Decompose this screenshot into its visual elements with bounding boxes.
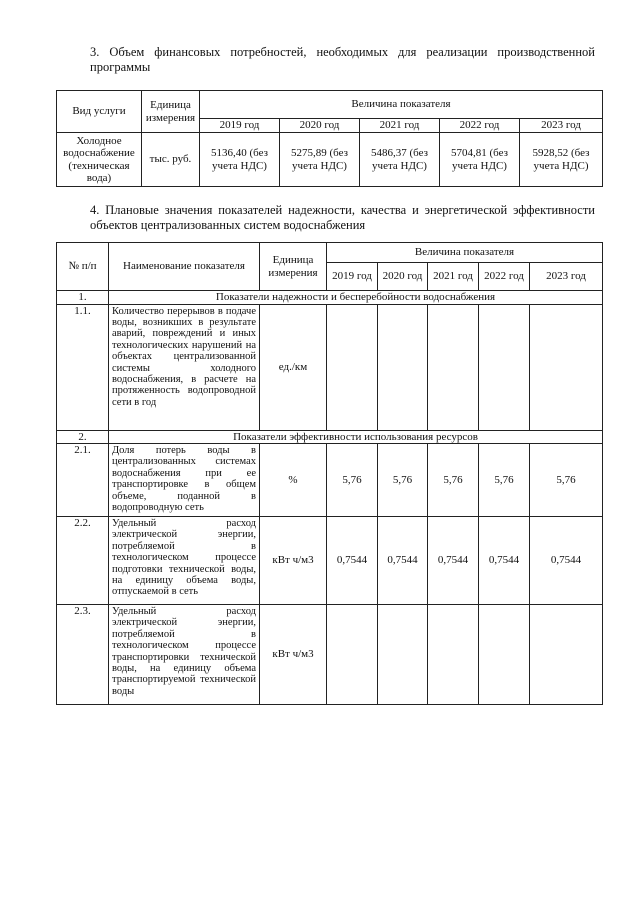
value-cell: 5,76 — [327, 444, 378, 517]
row-num: 2.2. — [57, 517, 109, 605]
indicators-table — [56, 242, 603, 705]
year-header: 2019 год — [327, 263, 378, 291]
value-cell: 5,76 — [378, 444, 428, 517]
section-title: Показатели эффективности использования ресурсов — [109, 430, 603, 444]
value-cell — [378, 605, 428, 705]
indicator-name: Доля потерь воды в централизованных системах водоснабжения при ее транспортировке в общем объеме, поданной в водопроводную сеть — [109, 444, 260, 517]
value-cell — [327, 605, 378, 705]
financial-needs-table — [56, 90, 603, 187]
section-3-heading-text: 3. Объем финансовых потребностей, необходимых для реализации производственной программы — [90, 45, 595, 74]
value-cell: 5,76 — [530, 444, 603, 517]
row-num: 2.1. — [57, 444, 109, 517]
unit-cell: кВт ч/м3 — [260, 517, 327, 605]
value-cell: 5275,89 (без учета НДС) — [280, 133, 360, 187]
section-row — [57, 291, 603, 305]
value-cell: 5704,81 (без учета НДС) — [440, 133, 520, 187]
table-row — [57, 133, 603, 187]
indicator-name: Удельный расход электрической энергии, потребляемой в технологическом процессе подготовки технической воды, на единицу объема воды, отпускаемой в сеть — [109, 517, 260, 605]
section-title: Показатели надежности и бесперебойности водоснабжения — [109, 291, 603, 305]
header-value: Величина показателя — [200, 91, 603, 119]
year-header: 2023 год — [520, 119, 603, 133]
value-cell: 5136,40 (без учета НДС) — [200, 133, 280, 187]
value-cell: 0,7544 — [327, 517, 378, 605]
value-cell: 0,7544 — [530, 517, 603, 605]
value-cell — [428, 605, 479, 705]
value-cell: 5928,52 (без учета НДС) — [520, 133, 603, 187]
year-header: 2021 год — [360, 119, 440, 133]
section-4-heading-text: 4. Плановые значения показателей надежности, качества и энергетической эффективности объектов централизованных систем водоснабжения — [90, 203, 595, 232]
value-cell: 5486,37 (без учета НДС) — [360, 133, 440, 187]
value-cell — [530, 304, 603, 430]
indicator-name: Количество перерывов в подаче воды, возникших в результате аварий, повреждений и иных технологических нарушений на объектах централизованной системы холодного водоснабжения, в расчете на протяженность водопроводной сети в год — [109, 304, 260, 430]
unit-cell: тыс. руб. — [142, 133, 200, 187]
year-header: 2023 год — [530, 263, 603, 291]
value-cell — [428, 304, 479, 430]
year-header: 2019 год — [200, 119, 280, 133]
value-cell: 0,7544 — [428, 517, 479, 605]
row-num: 2.3. — [57, 605, 109, 705]
header-name: Наименование показателя — [109, 243, 260, 291]
header-unit: Единица измерения — [260, 243, 327, 291]
value-cell — [530, 605, 603, 705]
section-4-heading — [60, 203, 595, 233]
section-num: 2. — [57, 430, 109, 444]
header-num: № п/п — [57, 243, 109, 291]
table-row — [57, 304, 603, 430]
table-row — [57, 605, 603, 705]
unit-cell: ед./км — [260, 304, 327, 430]
header-unit: Единица измерения — [142, 91, 200, 133]
row-num: 1.1. — [57, 304, 109, 430]
value-cell — [327, 304, 378, 430]
service-cell: Холодное водоснабжение (техническая вода) — [57, 133, 142, 187]
year-header: 2021 год — [428, 263, 479, 291]
value-cell: 0,7544 — [479, 517, 530, 605]
table-row — [57, 444, 603, 517]
header-service: Вид услуги — [57, 91, 142, 133]
unit-cell: кВт ч/м3 — [260, 605, 327, 705]
value-cell — [479, 605, 530, 705]
value-cell — [378, 304, 428, 430]
indicator-name: Удельный расход электрической энергии, потребляемой в технологическом процессе транспортировки технической воды, на единицу объема транспортируемой технической воды — [109, 605, 260, 705]
year-header: 2020 год — [378, 263, 428, 291]
year-header: 2022 год — [440, 119, 520, 133]
header-value: Величина показателя — [327, 243, 603, 263]
section-3-heading — [60, 45, 595, 75]
year-header: 2020 год — [280, 119, 360, 133]
value-cell: 0,7544 — [378, 517, 428, 605]
value-cell: 5,76 — [479, 444, 530, 517]
table-row — [57, 517, 603, 605]
value-cell: 5,76 — [428, 444, 479, 517]
unit-cell: % — [260, 444, 327, 517]
year-header: 2022 год — [479, 263, 530, 291]
section-row — [57, 430, 603, 444]
section-num: 1. — [57, 291, 109, 305]
value-cell — [479, 304, 530, 430]
